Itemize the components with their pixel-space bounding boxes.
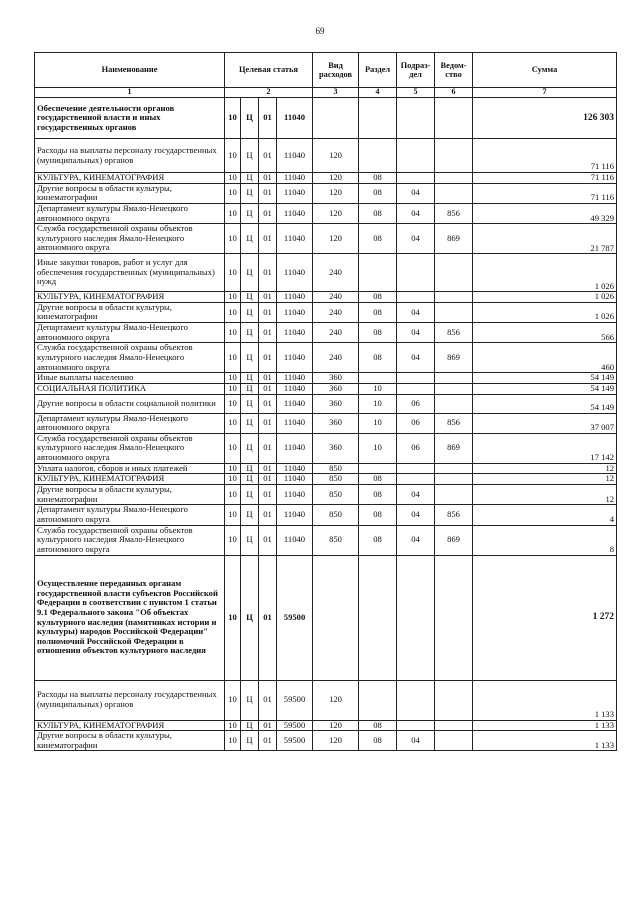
code-cell: 01	[259, 302, 277, 322]
code-cell: Ц	[241, 413, 259, 433]
code-cell: 10	[225, 505, 241, 525]
sum-cell: 460	[473, 343, 617, 373]
vid-cell: 850	[313, 505, 359, 525]
row-name: КУЛЬТУРА, КИНЕМАТОГРАФИЯ	[35, 292, 225, 303]
vid-cell: 850	[313, 525, 359, 555]
sum-cell: 12	[473, 474, 617, 485]
table-row	[35, 413, 617, 433]
vedom-cell	[435, 254, 473, 292]
podrazdel-cell	[397, 463, 435, 474]
budget-table	[34, 52, 617, 751]
razdel-cell: 08	[359, 474, 397, 485]
podrazdel-cell: 04	[397, 183, 435, 203]
code-cell: 01	[259, 139, 277, 173]
row-name: КУЛЬТУРА, КИНЕМАТОГРАФИЯ	[35, 173, 225, 184]
col-header-name: Наименование	[35, 53, 225, 88]
header-row	[35, 53, 617, 88]
code-cell: 10	[225, 525, 241, 555]
table-row	[35, 394, 617, 413]
code-cell: 01	[259, 203, 277, 223]
vedom-cell	[435, 383, 473, 394]
sum-cell: 4	[473, 505, 617, 525]
code-cell: Ц	[241, 183, 259, 203]
code-cell: Ц	[241, 525, 259, 555]
code-cell: Ц	[241, 173, 259, 184]
index-cell: 7	[473, 88, 617, 98]
podrazdel-cell: 04	[397, 485, 435, 505]
vid-cell: 360	[313, 383, 359, 394]
code-cell: 59500	[277, 555, 313, 680]
code-cell: 11040	[277, 224, 313, 254]
podrazdel-cell	[397, 680, 435, 720]
row-name: Расходы на выплаты персоналу государственных (муниципальных) органов	[35, 139, 225, 173]
vid-cell: 120	[313, 680, 359, 720]
sum-cell: 54 149	[473, 394, 617, 413]
code-cell: Ц	[241, 474, 259, 485]
code-cell: 01	[259, 505, 277, 525]
code-cell: 10	[225, 555, 241, 680]
code-cell: Ц	[241, 292, 259, 303]
sum-cell: 1 133	[473, 680, 617, 720]
table-row	[35, 680, 617, 720]
vedom-cell	[435, 720, 473, 731]
razdel-cell	[359, 555, 397, 680]
code-cell: 10	[225, 485, 241, 505]
podrazdel-cell: 04	[397, 323, 435, 343]
table-row	[35, 292, 617, 303]
code-cell: 10	[225, 203, 241, 223]
sum-cell: 1 133	[473, 720, 617, 731]
code-cell: 10	[225, 343, 241, 373]
code-cell: 10	[225, 98, 241, 139]
code-cell: 01	[259, 373, 277, 384]
code-cell: 11040	[277, 373, 313, 384]
code-cell: 01	[259, 173, 277, 184]
podrazdel-cell	[397, 720, 435, 731]
razdel-cell	[359, 373, 397, 384]
index-cell: 2	[225, 88, 313, 98]
code-cell: 11040	[277, 463, 313, 474]
vid-cell: 240	[313, 254, 359, 292]
code-cell: 10	[225, 731, 241, 751]
row-name: Другие вопросы в области культуры, кинематографии	[35, 302, 225, 322]
col-header-vedom: Ведом-ство	[435, 53, 473, 88]
vid-cell: 120	[313, 173, 359, 184]
row-name: КУЛЬТУРА, КИНЕМАТОГРАФИЯ	[35, 720, 225, 731]
vedom-cell: 856	[435, 413, 473, 433]
podrazdel-cell	[397, 555, 435, 680]
table-row	[35, 485, 617, 505]
code-cell: 10	[225, 254, 241, 292]
vid-cell: 850	[313, 463, 359, 474]
vedom-cell: 869	[435, 525, 473, 555]
sum-cell: 71 116	[473, 173, 617, 184]
razdel-cell	[359, 463, 397, 474]
code-cell: 01	[259, 485, 277, 505]
table-row	[35, 373, 617, 384]
vedom-cell	[435, 373, 473, 384]
code-cell: 10	[225, 302, 241, 322]
code-cell: 10	[225, 720, 241, 731]
vedom-cell: 856	[435, 505, 473, 525]
table-row	[35, 720, 617, 731]
row-name: Уплата налогов, сборов и иных платежей	[35, 463, 225, 474]
vedom-cell: 856	[435, 323, 473, 343]
podrazdel-cell: 04	[397, 203, 435, 223]
code-cell: 11040	[277, 394, 313, 413]
code-cell: Ц	[241, 254, 259, 292]
vid-cell	[313, 98, 359, 139]
col-header-summa: Сумма	[473, 53, 617, 88]
code-cell: Ц	[241, 463, 259, 474]
table-row	[35, 224, 617, 254]
col-header-razdel: Раздел	[359, 53, 397, 88]
table-row	[35, 474, 617, 485]
code-cell: 11040	[277, 505, 313, 525]
code-cell: Ц	[241, 555, 259, 680]
razdel-cell: 08	[359, 224, 397, 254]
razdel-cell: 08	[359, 505, 397, 525]
vedom-cell: 869	[435, 224, 473, 254]
sum-cell: 54 149	[473, 373, 617, 384]
razdel-cell: 08	[359, 302, 397, 322]
table-row	[35, 555, 617, 680]
row-name: Иные выплаты населению	[35, 373, 225, 384]
vedom-cell	[435, 98, 473, 139]
code-cell: Ц	[241, 224, 259, 254]
vid-cell: 850	[313, 485, 359, 505]
razdel-cell: 10	[359, 413, 397, 433]
vedom-cell: 856	[435, 203, 473, 223]
code-cell: 01	[259, 343, 277, 373]
index-row	[35, 88, 617, 98]
row-name: Департамент культуры Ямало-Ненецкого автономного округа	[35, 505, 225, 525]
code-cell: 11040	[277, 323, 313, 343]
razdel-cell: 08	[359, 292, 397, 303]
vedom-cell	[435, 463, 473, 474]
vid-cell: 360	[313, 373, 359, 384]
vid-cell: 360	[313, 433, 359, 463]
podrazdel-cell: 06	[397, 394, 435, 413]
sum-cell: 1 026	[473, 302, 617, 322]
table-row	[35, 383, 617, 394]
code-cell: 10	[225, 383, 241, 394]
sum-cell: 12	[473, 485, 617, 505]
vedom-cell	[435, 139, 473, 173]
code-cell: 10	[225, 173, 241, 184]
code-cell: 11040	[277, 343, 313, 373]
code-cell: 01	[259, 474, 277, 485]
row-name: Департамент культуры Ямало-Ненецкого автономного округа	[35, 203, 225, 223]
code-cell: 10	[225, 474, 241, 485]
razdel-cell: 10	[359, 394, 397, 413]
code-cell: 01	[259, 383, 277, 394]
code-cell: 01	[259, 433, 277, 463]
razdel-cell	[359, 254, 397, 292]
table-row	[35, 139, 617, 173]
code-cell: 11040	[277, 525, 313, 555]
code-cell: 01	[259, 463, 277, 474]
index-cell: 6	[435, 88, 473, 98]
code-cell: 01	[259, 98, 277, 139]
podrazdel-cell: 04	[397, 302, 435, 322]
code-cell: 11040	[277, 383, 313, 394]
vedom-cell	[435, 292, 473, 303]
podrazdel-cell: 06	[397, 433, 435, 463]
code-cell: 01	[259, 680, 277, 720]
row-name: Служба государственной охраны объектов культурного наследия Ямало-Ненецкого автономного округа	[35, 343, 225, 373]
code-cell: Ц	[241, 394, 259, 413]
table-row	[35, 433, 617, 463]
row-name: СОЦИАЛЬНАЯ ПОЛИТИКА	[35, 383, 225, 394]
razdel-cell: 08	[359, 323, 397, 343]
vid-cell: 120	[313, 720, 359, 731]
podrazdel-cell: 04	[397, 525, 435, 555]
sum-cell: 12	[473, 463, 617, 474]
code-cell: Ц	[241, 383, 259, 394]
sum-cell: 8	[473, 525, 617, 555]
row-name: Расходы на выплаты персоналу государственных (муниципальных) органов	[35, 680, 225, 720]
table-row	[35, 505, 617, 525]
row-name: Другие вопросы в области культуры, кинематографии	[35, 731, 225, 751]
code-cell: 11040	[277, 413, 313, 433]
row-name: Департамент культуры Ямало-Ненецкого автономного округа	[35, 413, 225, 433]
code-cell: 01	[259, 555, 277, 680]
row-name: Служба государственной охраны объектов культурного наследия Ямало-Ненецкого автономного округа	[35, 433, 225, 463]
table-row	[35, 173, 617, 184]
code-cell: Ц	[241, 302, 259, 322]
row-name: Иные закупки товаров, работ и услуг для обеспечения государственных (муниципальных) нужд	[35, 254, 225, 292]
code-cell: Ц	[241, 680, 259, 720]
vedom-cell	[435, 394, 473, 413]
vid-cell: 120	[313, 203, 359, 223]
col-header-vid: Вид расходов	[313, 53, 359, 88]
table-row	[35, 183, 617, 203]
vid-cell: 240	[313, 292, 359, 303]
vid-cell: 120	[313, 224, 359, 254]
table-row	[35, 731, 617, 751]
code-cell: 11040	[277, 254, 313, 292]
code-cell: Ц	[241, 203, 259, 223]
row-name: Департамент культуры Ямало-Ненецкого автономного округа	[35, 323, 225, 343]
code-cell: 10	[225, 292, 241, 303]
razdel-cell: 08	[359, 173, 397, 184]
row-name: КУЛЬТУРА, КИНЕМАТОГРАФИЯ	[35, 474, 225, 485]
code-cell: 10	[225, 323, 241, 343]
razdel-cell: 08	[359, 731, 397, 751]
razdel-cell: 08	[359, 720, 397, 731]
razdel-cell: 08	[359, 485, 397, 505]
code-cell: 11040	[277, 183, 313, 203]
sum-cell: 566	[473, 323, 617, 343]
code-cell: 10	[225, 680, 241, 720]
code-cell: Ц	[241, 139, 259, 173]
podrazdel-cell: 04	[397, 343, 435, 373]
table-row	[35, 343, 617, 373]
vid-cell: 120	[313, 139, 359, 173]
razdel-cell	[359, 680, 397, 720]
sum-cell: 1 272	[473, 555, 617, 680]
vedom-cell	[435, 474, 473, 485]
sum-cell: 37 007	[473, 413, 617, 433]
code-cell: 10	[225, 183, 241, 203]
code-cell: Ц	[241, 731, 259, 751]
code-cell: 01	[259, 224, 277, 254]
vid-cell: 850	[313, 474, 359, 485]
code-cell: 59500	[277, 720, 313, 731]
code-cell: 01	[259, 525, 277, 555]
vedom-cell	[435, 680, 473, 720]
row-name: Служба государственной охраны объектов культурного наследия Ямало-Ненецкого автономного округа	[35, 224, 225, 254]
code-cell: 10	[225, 394, 241, 413]
vid-cell: 240	[313, 343, 359, 373]
code-cell: 11040	[277, 139, 313, 173]
podrazdel-cell	[397, 474, 435, 485]
vid-cell: 120	[313, 183, 359, 203]
row-name: Другие вопросы в области социальной политики	[35, 394, 225, 413]
code-cell: Ц	[241, 433, 259, 463]
podrazdel-cell: 04	[397, 505, 435, 525]
code-cell: 10	[225, 433, 241, 463]
code-cell: Ц	[241, 343, 259, 373]
page-number: 69	[315, 26, 325, 36]
sum-cell: 1 026	[473, 254, 617, 292]
razdel-cell: 08	[359, 525, 397, 555]
code-cell: 01	[259, 731, 277, 751]
vid-cell: 360	[313, 413, 359, 433]
sum-cell: 71 116	[473, 139, 617, 173]
code-cell: 01	[259, 323, 277, 343]
podrazdel-cell	[397, 139, 435, 173]
razdel-cell: 10	[359, 383, 397, 394]
code-cell: 10	[225, 463, 241, 474]
podrazdel-cell	[397, 383, 435, 394]
sum-cell: 49 329	[473, 203, 617, 223]
row-name: Служба государственной охраны объектов культурного наследия Ямало-Ненецкого автономного округа	[35, 525, 225, 555]
code-cell: Ц	[241, 720, 259, 731]
table-row	[35, 463, 617, 474]
vid-cell	[313, 555, 359, 680]
sum-cell: 126 303	[473, 98, 617, 139]
code-cell: 11040	[277, 173, 313, 184]
code-cell: Ц	[241, 98, 259, 139]
code-cell: 11040	[277, 292, 313, 303]
table-row	[35, 302, 617, 322]
code-cell: Ц	[241, 505, 259, 525]
vedom-cell	[435, 183, 473, 203]
vedom-cell	[435, 485, 473, 505]
code-cell: 59500	[277, 680, 313, 720]
vedom-cell	[435, 173, 473, 184]
index-cell: 3	[313, 88, 359, 98]
table-row	[35, 254, 617, 292]
razdel-cell: 08	[359, 183, 397, 203]
code-cell: 10	[225, 224, 241, 254]
index-cell: 5	[397, 88, 435, 98]
code-cell: 11040	[277, 203, 313, 223]
sum-cell: 17 142	[473, 433, 617, 463]
row-name: Другие вопросы в области культуры, кинематографии	[35, 183, 225, 203]
vedom-cell	[435, 555, 473, 680]
code-cell: Ц	[241, 485, 259, 505]
code-cell: Ц	[241, 373, 259, 384]
col-header-podrazdel: Подраз-дел	[397, 53, 435, 88]
table-row	[35, 203, 617, 223]
podrazdel-cell: 04	[397, 731, 435, 751]
podrazdel-cell	[397, 98, 435, 139]
code-cell: 01	[259, 183, 277, 203]
razdel-cell: 08	[359, 343, 397, 373]
podrazdel-cell: 04	[397, 224, 435, 254]
vedom-cell	[435, 731, 473, 751]
sum-cell: 21 787	[473, 224, 617, 254]
code-cell: Ц	[241, 323, 259, 343]
podrazdel-cell	[397, 292, 435, 303]
code-cell: 11040	[277, 302, 313, 322]
code-cell: 01	[259, 292, 277, 303]
code-cell: 10	[225, 139, 241, 173]
code-cell: 59500	[277, 731, 313, 751]
podrazdel-cell	[397, 173, 435, 184]
vid-cell: 240	[313, 302, 359, 322]
col-header-target: Целевая статья	[225, 53, 313, 88]
razdel-cell	[359, 139, 397, 173]
razdel-cell: 08	[359, 203, 397, 223]
index-cell: 4	[359, 88, 397, 98]
table-row	[35, 525, 617, 555]
vedom-cell: 869	[435, 343, 473, 373]
vid-cell: 360	[313, 394, 359, 413]
code-cell: 01	[259, 394, 277, 413]
vedom-cell: 869	[435, 433, 473, 463]
razdel-cell: 10	[359, 433, 397, 463]
row-name: Другие вопросы в области культуры, кинематографии	[35, 485, 225, 505]
code-cell: 10	[225, 413, 241, 433]
code-cell: 11040	[277, 485, 313, 505]
row-name: Обеспечение деятельности органов государственной власти и иных государственных органов	[35, 98, 225, 139]
sum-cell: 1 026	[473, 292, 617, 303]
row-name: Осуществление переданных органам государственной власти субъектов Российской Федерации в соответствии с пунктом 1 статьи 9.1 Федерального закона "Об объектах культурного наследия (памятниках истории и культуры) народов Российской Федерации" полномочий Российской Федерации в отношении объектов культурного наследия	[35, 555, 225, 680]
sum-cell: 71 116	[473, 183, 617, 203]
podrazdel-cell	[397, 373, 435, 384]
table-row	[35, 323, 617, 343]
sum-cell: 1 133	[473, 731, 617, 751]
code-cell: 11040	[277, 474, 313, 485]
podrazdel-cell: 06	[397, 413, 435, 433]
vedom-cell	[435, 302, 473, 322]
code-cell: 01	[259, 720, 277, 731]
code-cell: 11040	[277, 98, 313, 139]
razdel-cell	[359, 98, 397, 139]
index-cell: 1	[35, 88, 225, 98]
vid-cell: 240	[313, 323, 359, 343]
table-row	[35, 98, 617, 139]
code-cell: 11040	[277, 433, 313, 463]
code-cell: 01	[259, 254, 277, 292]
code-cell: 10	[225, 373, 241, 384]
vid-cell: 120	[313, 731, 359, 751]
code-cell: 01	[259, 413, 277, 433]
podrazdel-cell	[397, 254, 435, 292]
sum-cell: 54 149	[473, 383, 617, 394]
